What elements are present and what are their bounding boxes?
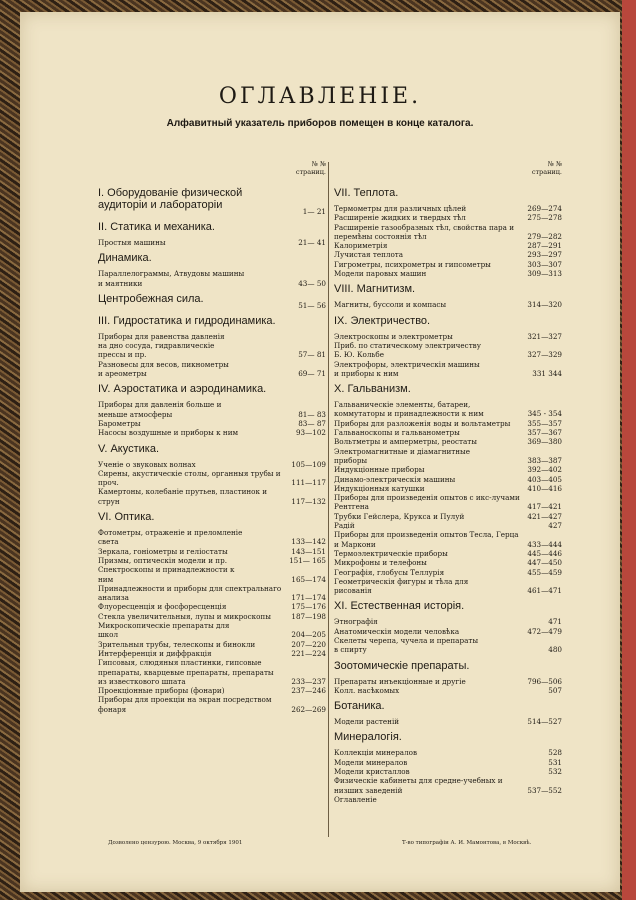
page-range: 57— 81	[298, 350, 326, 360]
toc-section-heading	[334, 726, 562, 748]
toc-entry	[334, 512, 562, 521]
section-title: VIII. Магнитизм.	[334, 283, 416, 296]
toc-entry	[98, 528, 326, 547]
entry-title: Барометры	[98, 418, 141, 428]
entry-title: Микроскопическiе препараты для школ	[98, 621, 230, 640]
toc-entry	[334, 530, 562, 549]
page-range: 410—416	[527, 483, 562, 493]
toc-entry	[334, 568, 562, 577]
page-range: 537—552	[527, 785, 562, 795]
toc-section-heading	[98, 310, 326, 332]
page-range: 143—151	[291, 546, 326, 556]
entry-title: Простыя машины	[98, 238, 166, 247]
page-range: 279—282	[527, 231, 562, 241]
entry-title: Модели растенiй	[334, 717, 400, 727]
entry-title: Колл. насѣкомых	[334, 685, 400, 695]
entry-title: Индукцiонные приборы	[334, 465, 425, 475]
toc-entry	[334, 795, 562, 804]
page-range: 165—174	[291, 574, 326, 584]
toc-entry	[334, 677, 562, 686]
page-range: 1— 21	[302, 206, 326, 216]
page-range: 532	[548, 767, 562, 777]
page-range: 204—205	[291, 630, 326, 640]
page-range: 81— 83	[298, 409, 326, 419]
page-range: 69— 71	[298, 369, 326, 379]
page-range: 417—421	[527, 502, 562, 512]
page-range: 83— 87	[298, 418, 326, 428]
toc-entry	[98, 400, 326, 419]
censorship-note: Дозволено цензурою. Москва, 9 октября 1901	[108, 840, 243, 846]
toc-entry	[334, 484, 562, 493]
entry-title: Камертоны, колебанiе прутьев, пластинок и струн	[98, 487, 268, 506]
entry-title: Интерференцiя и диффракцiя	[98, 648, 212, 658]
toc-entry	[334, 617, 562, 626]
toc-section-heading	[334, 182, 562, 204]
entry-title: Стекла увеличительныя, лупы и микроскопы	[98, 611, 271, 621]
entry-title: Вольтметры и амперметры, реостаты	[334, 437, 477, 447]
entry-title: Микрофоны и телефоны	[334, 558, 427, 568]
page-range: 472—479	[527, 626, 562, 636]
toc-entry	[98, 360, 326, 379]
entry-title: Расширенiе газообразных тѣл, свойства пара и перемѣны состоянiя тѣл	[334, 222, 514, 241]
toc-entry	[334, 717, 562, 726]
toc-right-column	[334, 160, 562, 804]
page-range: 327—329	[527, 350, 562, 360]
page-range: 531	[548, 757, 562, 767]
toc-entry	[98, 658, 326, 686]
section-title: Динамика.	[98, 252, 152, 265]
toc-entry	[98, 584, 326, 603]
toc-section-heading	[98, 288, 326, 310]
entry-title: Приборы для произведенiя опытов с икс-лучами Рентгена	[334, 493, 520, 512]
toc-entry	[334, 558, 562, 567]
entry-title: Гальваноскопы и гальванометры	[334, 428, 460, 438]
entry-title: Оглавленiе	[334, 794, 377, 804]
page-range: 151— 165	[289, 555, 326, 565]
entry-title: Приборы для давленiя больше и меньше атмосферы	[98, 400, 222, 419]
entry-title: Ученiе о звуковых волнах	[98, 459, 196, 469]
toc-section-heading	[334, 378, 562, 400]
entry-title: Физическiе кабинеты для средне-учебных и низших заведенiй	[334, 776, 503, 795]
toc-entry	[334, 748, 562, 757]
section-title: V. Акустика.	[98, 442, 159, 455]
toc-section-heading	[334, 655, 562, 677]
page-range: 421—427	[527, 511, 562, 521]
page-range: 528	[548, 748, 562, 758]
toc-entry	[98, 686, 326, 695]
section-title: Минералогiя.	[334, 731, 402, 744]
toc-entry	[334, 577, 562, 596]
page-range: 369—380	[527, 437, 562, 447]
entry-title: Трубки Гейслера, Крукса и Пулуй	[334, 511, 465, 521]
toc-section-heading	[98, 438, 326, 460]
section-title: XI. Естественная исторiя.	[334, 600, 465, 613]
section-title: III. Гидростатика и гидродинамика.	[98, 314, 276, 327]
page-number-header: № № страниц.	[295, 160, 326, 176]
toc-entry	[98, 565, 326, 584]
page-range: 383—387	[527, 455, 562, 465]
entry-title: Индукцiонныя катушки	[334, 483, 425, 493]
page-range: 345 - 354	[527, 409, 562, 419]
page-range: 355—357	[527, 418, 562, 428]
toc-entry	[98, 649, 326, 658]
toc-entry	[98, 612, 326, 621]
page-range: 427	[548, 521, 562, 531]
toc-entry	[334, 213, 562, 222]
toc-entry	[98, 419, 326, 428]
toc-entry	[334, 332, 562, 341]
entry-title: Спектроскопы и принадлежности к ним	[98, 565, 235, 584]
entry-title: Радiй	[334, 521, 355, 531]
toc-entry	[98, 602, 326, 611]
entry-title: Гипсовыя, слюдяныя пластинки, гипсовые препараты, кварцевые препараты, препараты из известкового шпата	[98, 658, 274, 686]
page-range: 269—274	[527, 204, 562, 213]
toc-entry	[334, 250, 562, 259]
page-range: 237—246	[291, 686, 326, 696]
page-range: 392—402	[527, 465, 562, 475]
entry-title: Гальваническiе элементы, батареи, коммутаторы и принадлежности к ним	[334, 400, 484, 419]
entry-title: Сирены, акустическiе столы, органныя трубы и проч.	[98, 468, 281, 488]
entry-title: Проекцiонные приборы (фонари)	[98, 686, 225, 696]
page-range: 447—450	[527, 558, 562, 568]
column-divider	[328, 162, 329, 837]
entry-title: Параллелограммы, Атвудовы машины и маятники	[98, 269, 245, 288]
toc-entry	[98, 640, 326, 649]
toc-entry	[98, 556, 326, 565]
page-range: 461—471	[527, 586, 562, 596]
toc-entry	[98, 428, 326, 437]
page-title: ОГЛАВЛЕНIЕ.	[218, 84, 422, 109]
entry-title: Географiя, глобусы Теллурiя	[334, 567, 445, 577]
entry-title: Термометры для различных цѣлей	[334, 204, 467, 213]
toc-entry	[98, 269, 326, 288]
page-range: 43— 50	[298, 278, 326, 288]
entry-title: Принадлежности и приборы для спектральнаго анализа	[98, 583, 282, 603]
toc-section-heading	[98, 247, 326, 269]
entry-title: Электроскопы и электрометры	[334, 331, 453, 341]
section-title: II. Статика и механика.	[98, 221, 215, 233]
page-range: 433—444	[527, 539, 562, 549]
toc-entry	[334, 521, 562, 530]
entry-title: Фотометры, отраженiе и преломленiе света	[98, 528, 243, 547]
entry-title: Гигрометры, психрометры и гипсометры	[334, 259, 491, 269]
entry-title: Электромагнитные и дiамагнитные приборы	[334, 446, 471, 465]
toc-section-heading	[98, 182, 326, 216]
page-range: 233—237	[291, 676, 326, 686]
toc-entry	[98, 469, 326, 488]
toc-section-heading	[98, 506, 326, 528]
toc-entry	[334, 465, 562, 474]
document-page	[20, 12, 620, 892]
page-range: 445—446	[527, 548, 562, 558]
toc-entry	[334, 549, 562, 558]
entry-title: Коллекцiи минералов	[334, 748, 418, 758]
page-range: 133—142	[291, 537, 326, 547]
toc-entry	[334, 400, 562, 419]
toc-section-heading	[334, 278, 562, 300]
entry-title: Скелеты черепа, чучела и препараты в спирту	[334, 635, 479, 655]
entry-title: Калориметрiя	[334, 241, 388, 251]
toc-entry	[98, 487, 326, 506]
entry-title: Динамо-электрическiя машины	[334, 474, 456, 484]
page-number-header: № № страниц.	[531, 160, 562, 176]
toc-entry	[98, 621, 326, 640]
page-range: 314—320	[527, 300, 562, 310]
page-range: 293—297	[527, 250, 562, 260]
page-range: 321—327	[527, 331, 562, 341]
entry-title: Модели кристаллов	[334, 767, 410, 777]
entry-title: Геометрическiя фигуры и тѣла для рисованiя	[334, 576, 469, 596]
toc-entry	[334, 776, 562, 795]
page-range: 287—291	[527, 241, 562, 251]
entry-title: Лучистая теплота	[334, 250, 404, 260]
entry-title: Магниты, буссоли и компасы	[334, 300, 447, 310]
entry-title: Модели паровых машин	[334, 269, 427, 279]
page-range: 207—220	[291, 639, 326, 649]
toc-entry	[98, 547, 326, 556]
toc-entry	[334, 475, 562, 484]
page-range: 275—278	[527, 213, 562, 223]
entry-title: Флуоресценцiя и фосфоресценцiя	[98, 602, 227, 612]
page-range: 105—109	[291, 459, 326, 469]
entry-title: Анатомическiя модели человѣка	[334, 626, 460, 636]
entry-title: Насосы воздушные и приборы к ним	[98, 428, 239, 438]
toc-entry	[98, 238, 326, 247]
page-range: 262—269	[291, 704, 326, 714]
page-range: 303—307	[527, 259, 562, 269]
page-range: 21— 41	[298, 238, 326, 247]
page-range: 111—117	[291, 478, 326, 488]
page-range: 480	[548, 645, 562, 655]
toc-entry	[334, 360, 562, 379]
toc-entry	[334, 241, 562, 250]
entry-title: Приборы для равенства давленiя на дно сосуда, гидравлическiе прессы и пр.	[98, 331, 225, 360]
toc-entry	[334, 686, 562, 695]
section-title: VI. Оптика.	[98, 511, 155, 524]
section-title: VII. Теплота.	[334, 187, 399, 199]
toc-entry	[334, 437, 562, 446]
section-title: I. Оборудованiе физической аудиторiи и лабораторiи	[98, 187, 243, 211]
toc-entry	[334, 627, 562, 636]
page-range: 403—405	[527, 474, 562, 484]
toc-entry	[334, 204, 562, 213]
section-title: IX. Электричество.	[334, 314, 431, 327]
entry-title: Термоэлектрическiе приборы	[334, 548, 448, 558]
entry-title: Приборы для разложенiя воды и вольтаметры	[334, 418, 511, 428]
entry-title: Зеркала, гонiометры и гелiостаты	[98, 546, 228, 556]
entry-title: Приб. по статическому электричеству Б. Ю. Кольбе	[334, 340, 481, 360]
page-range: 117—132	[291, 496, 326, 506]
toc-entry	[334, 767, 562, 776]
toc-entry	[334, 419, 562, 428]
toc-entry	[334, 493, 562, 512]
entry-title: Препараты инъекцiонные и другiе	[334, 676, 466, 686]
entry-title: Электрофоры, электрическiя машины и приборы к ним	[334, 359, 480, 378]
page-range: 507	[548, 685, 562, 695]
entry-title: Призмы, оптическiя модели и пр.	[98, 555, 227, 565]
toc-entry	[334, 636, 562, 655]
toc-entry	[334, 300, 562, 309]
entry-title: Модели минералов	[334, 757, 408, 767]
page-range: 187—198	[291, 611, 326, 621]
entry-title: Этнографiя	[334, 617, 378, 627]
page-range: 171—174	[291, 593, 326, 603]
page-range: 175—176	[291, 602, 326, 612]
section-title: Зоотомическiе препараты.	[334, 659, 470, 672]
page-range: 514—527	[527, 717, 562, 727]
entry-title: Зрительныя трубы, телескопы и бинокли	[98, 639, 256, 649]
page-range: 309—313	[527, 269, 562, 279]
entry-title: Приборы для произведенiя опытов Тесла, Герца и Маркони	[334, 530, 519, 549]
toc-section-heading	[98, 378, 326, 400]
toc-entry	[98, 695, 326, 714]
toc-section-heading	[334, 310, 562, 332]
toc-left-column	[98, 160, 326, 714]
toc-entry	[334, 341, 562, 360]
section-title: IV. Аэростатика и аэродинамика.	[98, 383, 267, 396]
toc-entry	[98, 460, 326, 469]
toc-entry	[98, 332, 326, 360]
toc-entry	[334, 758, 562, 767]
page-range: 455—459	[527, 567, 562, 577]
page-range: 93—102	[295, 428, 326, 438]
section-title: X. Гальванизм.	[334, 383, 411, 396]
page-range: 471	[548, 617, 562, 627]
toc-entry	[334, 428, 562, 437]
section-title: Центробежная сила.	[98, 292, 204, 305]
toc-section-heading	[334, 695, 562, 717]
page-range: 357—367	[527, 428, 562, 438]
entry-title: Приборы для проекцiи на экран посредством фонаря	[98, 695, 272, 714]
toc-entry	[334, 269, 562, 278]
toc-entry	[334, 447, 562, 466]
toc-section-heading	[98, 216, 326, 238]
printer-note: Т-во типографiи А. И. Мамонтова, в Москвѣ.	[402, 840, 532, 846]
page-subtitle: Алфавитный указатель приборов помещен в конце каталога.	[166, 118, 474, 129]
toc-entry	[334, 223, 562, 242]
entry-title: Разновесы для весов, пикнометры и ареометры	[98, 359, 229, 379]
page-range: 796—506	[527, 676, 562, 686]
toc-section-heading	[334, 595, 562, 617]
page-range: 331 344	[532, 368, 562, 378]
page-range: 51— 56	[298, 300, 326, 310]
entry-title: Расширенiе жидких и твердых тѣл	[334, 213, 466, 223]
page-range: 221—224	[291, 648, 326, 658]
cover-edge	[622, 0, 636, 900]
toc-entry	[334, 260, 562, 269]
section-title: Ботаника.	[334, 700, 385, 713]
